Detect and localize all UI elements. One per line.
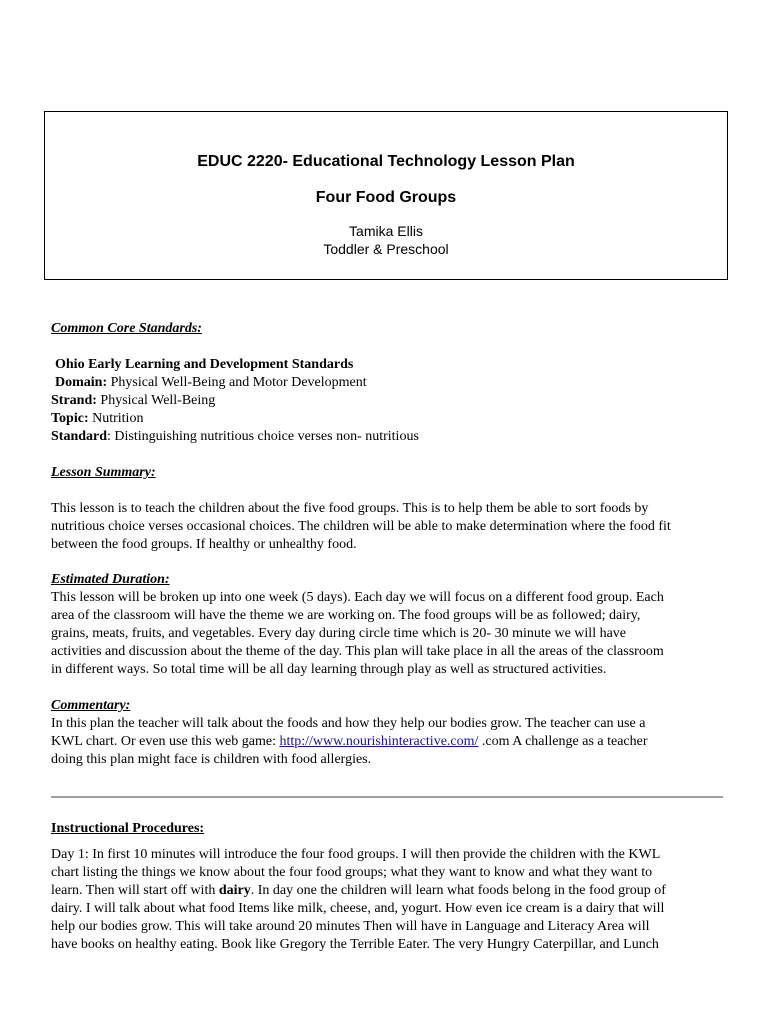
- nourish-interactive-link[interactable]: http://www.nourishinteractive.com/: [279, 734, 479, 749]
- standards-heading: Common Core Standards:: [51, 321, 202, 336]
- domain-label: Domain:: [55, 375, 108, 390]
- standard-value: : Distinguishing nutritious choice verses non- nutritious: [107, 429, 419, 444]
- domain-value: Physical Well-Being and Motor Development: [110, 375, 367, 390]
- duration-heading: Estimated Duration:: [51, 572, 170, 587]
- commentary-line: [51, 733, 723, 751]
- author-name: Tamika Ellis: [349, 223, 423, 239]
- standard-label: Standard: [51, 429, 108, 444]
- summary-line: between the food groups. If healthy or unhealthy food.: [51, 537, 357, 552]
- commentary-line: doing this plan might face is children with food allergies.: [51, 752, 372, 767]
- topic-line: [51, 410, 723, 428]
- lesson-body: [51, 320, 723, 769]
- commentary-line: In this plan the teacher will talk about the foods and how they help our bodies grow. The teacher can use a: [51, 716, 646, 731]
- strand-line: [51, 392, 723, 410]
- procedures-section: [51, 820, 723, 954]
- strand-value: Physical Well-Being: [100, 393, 216, 408]
- duration-line: grains, meats, fruits, and vegetables. Every day during circle time which is 20- 30 minute we will have: [51, 626, 627, 641]
- title-box: [44, 111, 728, 280]
- summary-line: nutritious choice verses occasional choices. The children will be able to make determination where the food fit: [51, 519, 671, 534]
- commentary-text: KWL chart. Or even use this web game:: [51, 734, 280, 749]
- commentary-heading: Commentary:: [51, 698, 131, 713]
- document-title: EDUC 2220- Educational Technology Lesson Plan: [197, 153, 575, 170]
- strand-label: Strand:: [51, 393, 97, 408]
- section-divider: [51, 796, 723, 798]
- procedure-text: learn. Then will start off with: [51, 883, 219, 898]
- procedure-line: chart listing the things we know about the four food groups; what they want to know and what they want to: [51, 865, 653, 880]
- commentary-text: .com A challenge as a teacher: [478, 734, 648, 749]
- duration-line: This lesson will be broken up into one week (5 days). Each day we will focus on a different food group. Each: [51, 590, 664, 605]
- dairy-keyword: dairy: [218, 883, 251, 898]
- summary-line: This lesson is to teach the children about the five food groups. This is to help them be able to sort foods by: [51, 501, 649, 516]
- procedure-line: Day 1: In first 10 minutes will introduce the four food groups. I will then provide the children with the KWL: [51, 847, 661, 862]
- procedure-line: [51, 882, 723, 900]
- procedures-heading: Instructional Procedures:: [51, 821, 205, 836]
- duration-line: activities and discussion about the theme of the day. This plan will take place in all the areas of the classroom: [51, 644, 664, 659]
- standards-org: Ohio Early Learning and Development Standards: [55, 357, 354, 372]
- topic-value: Nutrition: [92, 411, 144, 426]
- procedure-text: . In day one the children will learn what foods belong in the food group of: [250, 883, 666, 898]
- duration-line: in different ways. So total time will be all day learning through play as well as structured activities.: [51, 662, 607, 677]
- procedure-line: have books on healthy eating. Book like Gregory the Terrible Eater. The very Hungry Caterpillar, and Lunch: [51, 937, 659, 952]
- lesson-title: Four Food Groups: [315, 189, 457, 206]
- grade-level: Toddler & Preschool: [323, 241, 449, 257]
- topic-label: Topic:: [51, 411, 89, 426]
- standard-line: [51, 428, 723, 446]
- summary-heading: Lesson Summary:: [51, 465, 156, 480]
- domain-line: [51, 374, 723, 392]
- procedure-line: dairy. I will talk about what food Items like milk, cheese, and, yogurt. How even ice cream is a dairy that will: [51, 901, 665, 916]
- procedure-line: help our bodies grow. This will take around 20 minutes Then will have in Language and Literacy Area will: [51, 919, 650, 934]
- duration-line: area of the classroom will have the theme we are working on. The food groups will be as followed; dairy,: [51, 608, 641, 623]
